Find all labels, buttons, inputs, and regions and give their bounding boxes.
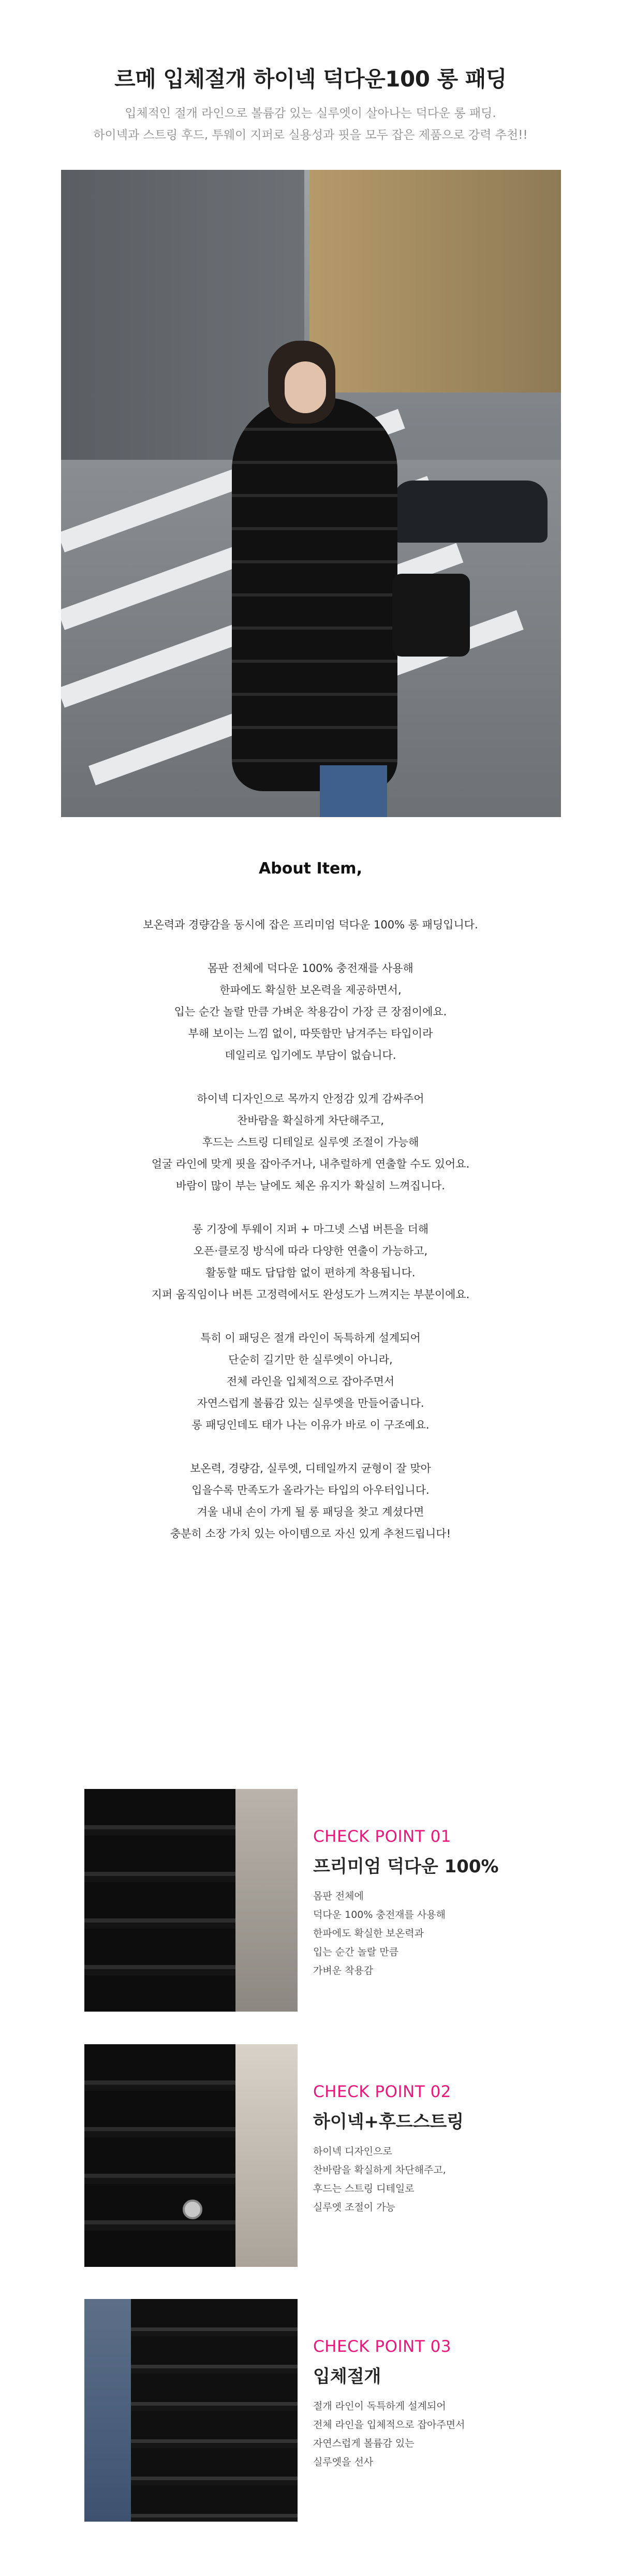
product-header (0, 62, 621, 146)
about-line: 보온력과 경량감을 동시에 잡은 프리미엄 덕다운 100% 롱 패딩입니다. (143, 919, 478, 931)
about-line: 바람이 많이 부는 날에도 체온 유지가 확실히 느껴집니다. (176, 1180, 445, 1192)
desc-line: 입는 순간 놀랄 만큼 (313, 1946, 398, 1958)
checkpoint-desc (313, 1887, 546, 1980)
about-line: 데일리로 입기에도 부담이 없습니다. (225, 1049, 396, 1061)
checkpoint-03 (84, 2299, 550, 2522)
about-line: 롱 패딩인데도 태가 나는 이유가 바로 이 구조예요. (191, 1419, 430, 1431)
product-subtitle (0, 103, 621, 146)
checkpoint-03-photo (84, 2299, 298, 2522)
checkpoint-desc (313, 2397, 546, 2471)
about-line: 전체 라인을 입체적으로 잡아주면서 (226, 1375, 395, 1388)
car (392, 481, 548, 543)
about-line: 몸판 전체에 덕다운 100% 충전재를 사용해 (208, 962, 413, 974)
about-line: 겨울 내내 손이 가게 될 롱 패딩을 찾고 계셨다면 (197, 1506, 424, 1518)
checkpoint-01-text (313, 1827, 546, 1980)
desc-line: 가벼운 착용감 (313, 1965, 374, 1976)
about-paragraph (0, 957, 621, 1066)
checkpoint-heading: 하이넥+후드스트링 (313, 2112, 464, 2132)
desc-line: 덕다운 100% 충전재를 사용해 (313, 1909, 446, 1920)
about-line: 입을수록 만족도가 올라가는 타입의 아우터입니다. (191, 1484, 430, 1496)
about-line: 하이넥 디자인으로 목까지 안정감 있게 감싸주어 (197, 1093, 424, 1105)
checkpoint-label: CHECK POINT 02 (313, 2083, 452, 2101)
photo-background (235, 1789, 298, 2012)
checkpoint-heading: 프리미엄 덕다운 100% (313, 1856, 499, 1877)
about-line: 보온력, 경량감, 실루엣, 디테일까지 균형이 잘 맞아 (190, 1462, 431, 1475)
desc-line: 한파에도 확실한 보온력과 (313, 1928, 424, 1939)
desc-line: 절개 라인이 독특하게 설계되어 (313, 2400, 446, 2412)
subtitle-line: 하이넥과 스트링 후드, 투웨이 지퍼로 실용성과 핏을 모두 잡은 제품으로 강력 추천!! (93, 128, 528, 142)
desc-line: 실루엣 조절이 가능 (313, 2202, 395, 2213)
about-line: 활동할 때도 답답함 없이 편하게 착용됩니다. (205, 1267, 416, 1279)
about-line: 지퍼 움직임이나 버튼 고정력에서도 완성도가 느껴지는 부분이에요. (151, 1288, 470, 1301)
about-line: 자연스럽게 볼륨감 있는 실루엣을 만들어줍니다. (197, 1397, 424, 1409)
about-line: 부해 보이는 느낌 없이, 따뜻함만 남겨주는 타입이라 (188, 1027, 433, 1040)
checkpoint-label: CHECK POINT 03 (313, 2337, 452, 2356)
snap-button-icon (183, 2200, 202, 2219)
checkpoint-01 (84, 1789, 550, 2012)
subtitle-line: 입체적인 절개 라인으로 볼륨감 있는 실루엣이 살아나는 덕다운 롱 패딩. (125, 107, 496, 120)
about-title: About Item, (259, 860, 362, 878)
about-paragraph (0, 1458, 621, 1545)
model-face (285, 361, 326, 413)
about-paragraph (0, 914, 621, 936)
about-paragraph (0, 1327, 621, 1436)
desc-line: 몸판 전체에 (313, 1890, 364, 1902)
product-title: 르메 입체절개 하이넥 덕다운100 롱 패딩 (114, 66, 507, 92)
about-line: 특히 이 패딩은 절개 라인이 독특하게 설계되어 (200, 1332, 421, 1344)
about-line: 롱 기장에 투웨이 지퍼 + 마그넷 스냅 버튼을 더해 (192, 1223, 429, 1235)
about-line: 단순히 길기만 한 실루엣이 아니라, (228, 1354, 393, 1366)
desc-line: 실루엣을 선사 (313, 2456, 374, 2468)
about-line: 찬바람을 확실하게 차단해주고, (237, 1114, 384, 1127)
about-line: 후드는 스트링 디테일로 실루엣 조절이 가능해 (202, 1136, 419, 1148)
checkpoint-label: CHECK POINT 01 (313, 1827, 452, 1846)
hero-photo (61, 170, 561, 817)
about-line: 얼굴 라인에 맞게 핏을 잡아주거나, 내추럴하게 연출할 수도 있어요. (151, 1158, 470, 1170)
checkpoint-02 (84, 2044, 550, 2267)
checkpoint-heading: 입체절개 (313, 2366, 381, 2387)
desc-line: 전체 라인을 입체적으로 잡아주면서 (313, 2419, 465, 2431)
photo-background (235, 2044, 298, 2267)
about-section (0, 860, 621, 1566)
checkpoint-02-photo (84, 2044, 298, 2267)
desc-line: 찬바람을 확실하게 차단해주고, (313, 2164, 446, 2176)
about-line: 한파에도 확실한 보온력을 제공하면서, (219, 984, 402, 996)
desc-line: 자연스럽게 볼륨감 있는 (313, 2438, 415, 2449)
about-paragraph (0, 1088, 621, 1197)
about-line: 충분히 소장 가치 있는 아이템으로 자신 있게 추천드립니다! (170, 1527, 451, 1540)
about-paragraph (0, 1218, 621, 1305)
desc-line: 하이넥 디자인으로 (313, 2146, 392, 2157)
handbag (392, 574, 470, 657)
checkpoint-03-text (313, 2337, 546, 2471)
padded-coat (232, 398, 397, 791)
about-line: 오픈·클로징 방식에 따라 다양한 연출이 가능하고, (193, 1245, 428, 1257)
desc-line: 후드는 스트링 디테일로 (313, 2183, 415, 2194)
checkpoint-01-photo (84, 1789, 298, 2012)
about-line: 입는 순간 놀랄 만큼 가벼운 착용감이 가장 큰 장점이에요. (174, 1006, 447, 1018)
building-right (309, 170, 561, 392)
checkpoint-desc (313, 2142, 546, 2217)
jeans (320, 765, 387, 817)
checkpoint-02-text (313, 2083, 546, 2217)
photo-background (84, 2299, 131, 2522)
